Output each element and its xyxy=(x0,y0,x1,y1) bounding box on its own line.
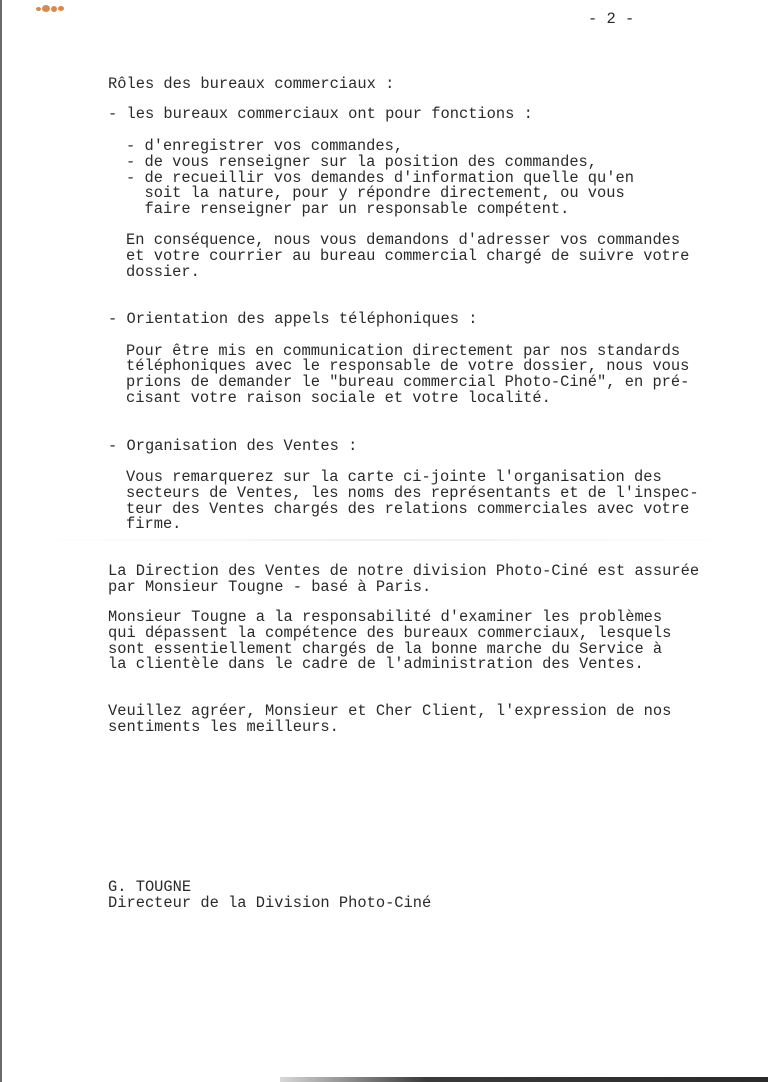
function-item-continuation: faire renseigner par un responsable compétent. xyxy=(126,200,570,218)
function-item: - d'enregistrer vos commandes, xyxy=(126,137,404,155)
closing-line: sentiments les meilleurs. xyxy=(108,718,339,736)
signature-title: Directeur de la Division Photo-Ciné xyxy=(108,894,432,912)
consequence-paragraph-line: En conséquence, nous vous demandons d'adresser vos commandes xyxy=(126,231,681,249)
phone-paragraph-line: Pour être mis en communication directement par nos standards xyxy=(126,342,681,360)
consequence-paragraph-line: et votre courrier au bureau commercial chargé de suivre votre xyxy=(126,247,690,265)
direction-paragraph-line: La Direction des Ventes de notre division Photo-Ciné est assurée xyxy=(108,562,700,580)
page-number: - 2 - xyxy=(588,10,635,28)
sales-paragraph-line: firme. xyxy=(126,515,182,533)
phone-paragraph-line: prions de demander le "bureau commercial Photo-Ciné", en pré- xyxy=(126,373,690,391)
function-item: - de vous renseigner sur la position des commandes, xyxy=(126,153,598,171)
sales-heading: - Organisation des Ventes : xyxy=(108,437,358,455)
phone-paragraph-line: téléphoniques avec le responsable de votre dossier, nous vous xyxy=(126,357,690,375)
responsibility-paragraph-line: la clientèle dans le cadre de l'administration des Ventes. xyxy=(108,655,644,673)
scan-left-edge xyxy=(0,0,2,1082)
responsibility-paragraph-line: sont essentiellement chargés de la bonne marche du Service à xyxy=(108,640,663,658)
consequence-paragraph-line: dossier. xyxy=(126,263,200,281)
closing-line: Veuillez agréer, Monsieur et Cher Client, l'expression de nos xyxy=(108,702,672,720)
signature-name: G. TOUGNE xyxy=(108,878,192,896)
phone-heading: - Orientation des appels téléphoniques : xyxy=(108,310,478,328)
responsibility-paragraph-line: qui dépassent la compétence des bureaux commerciaux, lesquels xyxy=(108,624,672,642)
paper-fold-line xyxy=(20,539,748,541)
functions-intro: - les bureaux commerciaux ont pour fonctions : xyxy=(108,105,533,123)
phone-paragraph-line: cisant votre raison sociale et votre localité. xyxy=(126,389,551,407)
stain-mark xyxy=(36,4,68,12)
sales-paragraph-line: teur des Ventes chargés des relations commerciales avec votre xyxy=(126,500,690,518)
function-item-continuation: soit la nature, pour y répondre directement, ou vous xyxy=(126,184,625,202)
sales-paragraph-line: Vous remarquerez sur la carte ci-jointe l'organisation des xyxy=(126,468,662,486)
responsibility-paragraph-line: Monsieur Tougne a la responsabilité d'examiner les problèmes xyxy=(108,608,663,626)
function-item: - de recueillir vos demandes d'information quelle qu'en xyxy=(126,169,634,187)
direction-paragraph-line: par Monsieur Tougne - basé à Paris. xyxy=(108,578,432,596)
scan-bottom-edge xyxy=(280,1077,768,1082)
sales-paragraph-line: secteurs de Ventes, les noms des représentants et de l'inspec- xyxy=(126,484,699,502)
section-title: Rôles des bureaux commerciaux : xyxy=(108,75,395,93)
